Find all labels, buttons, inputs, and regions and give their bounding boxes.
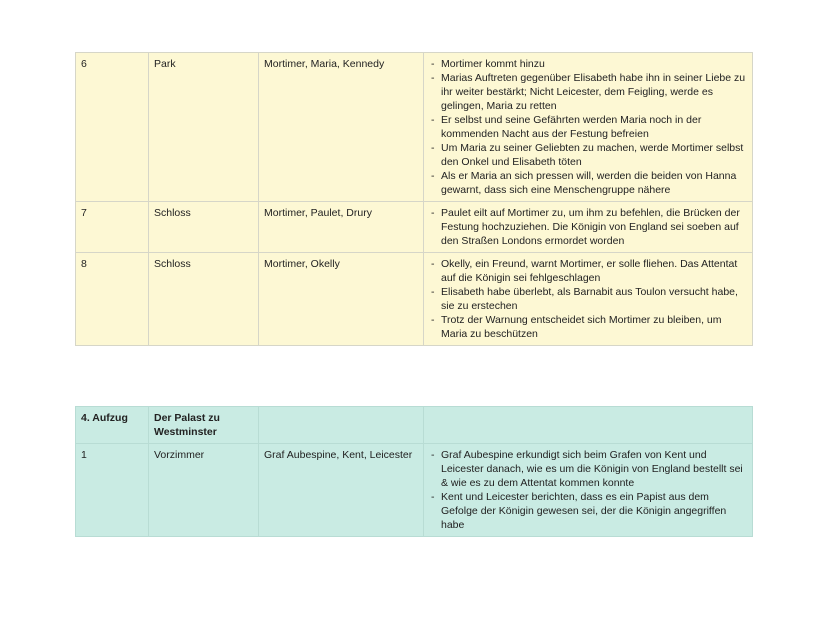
act-label: 4. Aufzug xyxy=(76,407,149,444)
scene-persons: Mortimer, Paulet, Drury xyxy=(259,202,424,253)
table-row xyxy=(76,253,753,346)
scene-place: Schloss xyxy=(149,253,259,346)
scene-number: 6 xyxy=(76,53,149,202)
scene-place: Vorzimmer xyxy=(149,444,259,537)
list-item: - Um Maria zu seiner Geliebten zu machen, werde Mortimer selbst den Onkel und Elisabeth töten xyxy=(441,141,747,169)
notes-list xyxy=(429,448,747,532)
scene-persons: Mortimer, Maria, Kennedy xyxy=(259,53,424,202)
table-row xyxy=(76,53,753,202)
list-item: - Trotz der Warnung entscheidet sich Mortimer zu bleiben, um Maria zu beschützen xyxy=(441,313,747,341)
scene-notes xyxy=(424,253,753,346)
list-item: - Mortimer kommt hinzu xyxy=(441,57,747,71)
scene-place: Park xyxy=(149,53,259,202)
list-item: - Okelly, ein Freund, warnt Mortimer, er solle fliehen. Das Attentat auf die Königin sei fehlgeschlagen xyxy=(441,257,747,285)
scene-place: Schloss xyxy=(149,202,259,253)
empty-cell xyxy=(424,407,753,444)
empty-cell xyxy=(259,407,424,444)
scene-persons: Mortimer, Okelly xyxy=(259,253,424,346)
act-place: Der Palast zu Westminster xyxy=(149,407,259,444)
scene-notes xyxy=(424,444,753,537)
list-item: - Paulet eilt auf Mortimer zu, um ihm zu befehlen, die Brücken der Festung hochzuziehen. Die Königin von England sei soeben auf den Straßen Londons ermordet worden xyxy=(441,206,747,248)
list-item: - Als er Maria an sich pressen will, werden die beiden von Hanna gewarnt, dass sich eine Menschengruppe nähere xyxy=(441,169,747,197)
list-item: - Kent und Leicester berichten, dass es ein Papist aus dem Gefolge der Königin gewesen sei, der die Königin angegriffen habe xyxy=(441,490,747,532)
scene-table-act4 xyxy=(75,406,753,537)
list-item: - Graf Aubespine erkundigt sich beim Grafen von Kent und Leicester danach, wie es um die Königin von England bestellt sei & wie es zu dem Attentat kommen konnte xyxy=(441,448,747,490)
notes-list xyxy=(429,206,747,248)
scene-number: 8 xyxy=(76,253,149,346)
scene-number: 1 xyxy=(76,444,149,537)
table-header-row xyxy=(76,407,753,444)
scene-persons: Graf Aubespine, Kent, Leicester xyxy=(259,444,424,537)
scene-notes xyxy=(424,53,753,202)
notes-list xyxy=(429,257,747,341)
table-row xyxy=(76,202,753,253)
list-item: - Elisabeth habe überlebt, als Barnabit aus Toulon versucht habe, sie zu erstechen xyxy=(441,285,747,313)
list-item: - Marias Auftreten gegenüber Elisabeth habe ihn in seiner Liebe zu ihr weiter bestärkt; Nicht Leicester, dem Feigling, werde es gelingen, Maria zu retten xyxy=(441,71,747,113)
scene-number: 7 xyxy=(76,202,149,253)
notes-list xyxy=(429,57,747,197)
list-item: - Er selbst und seine Gefährten werden Maria noch in der kommenden Nacht aus der Festung befreien xyxy=(441,113,747,141)
scene-table-act3 xyxy=(75,52,753,346)
table-row xyxy=(76,444,753,537)
scene-notes xyxy=(424,202,753,253)
